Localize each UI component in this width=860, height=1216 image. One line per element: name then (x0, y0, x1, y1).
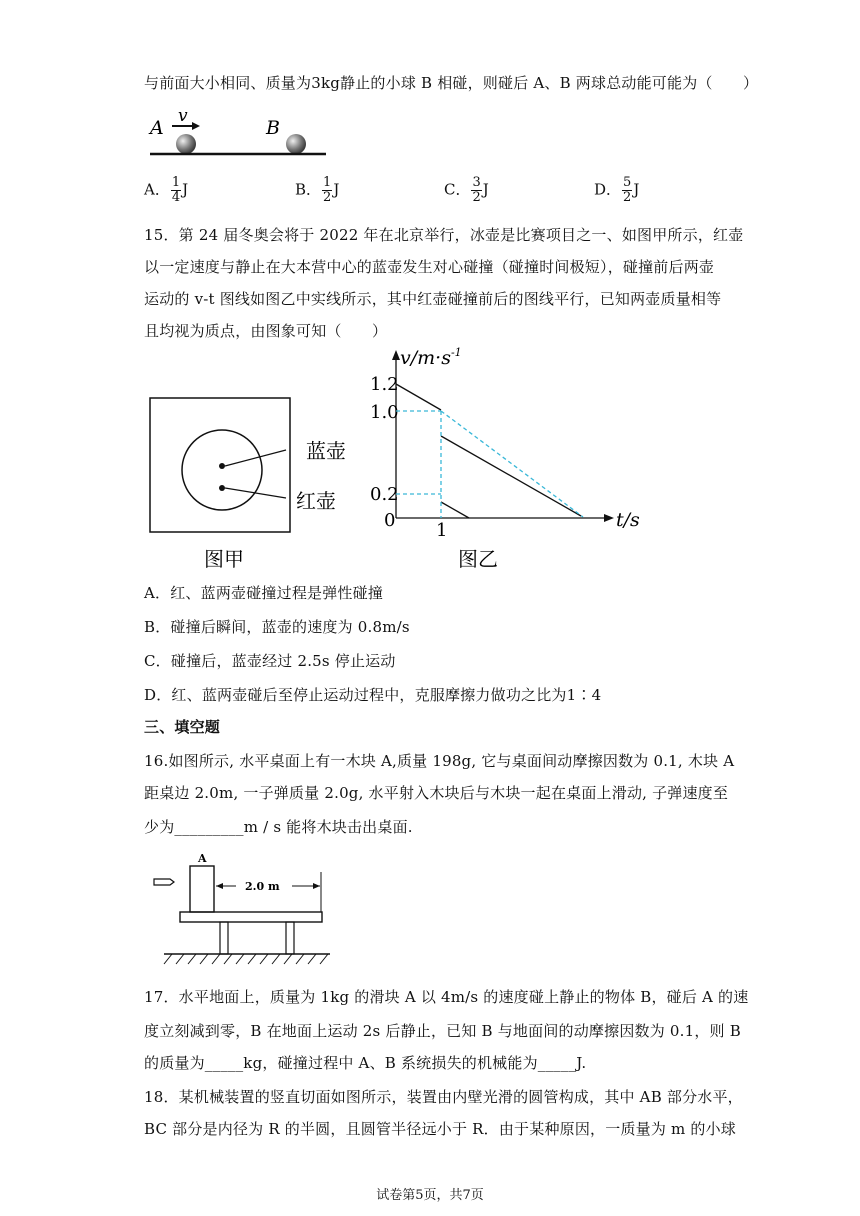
q18-line-2: BC 部分是内径为 R 的半圆，且圆管半径远小于 R．由于某种原因，一质量为 m 的小球 (144, 1120, 737, 1138)
blue-stone-label: 蓝壶 (306, 439, 346, 463)
tick-1-0: 1.0 (370, 402, 399, 423)
red-extension-dashed (441, 411, 583, 517)
q14-option-a: A． $\frac{1}{4}$ J (144, 175, 189, 205)
bullet-icon (154, 879, 174, 885)
ball-b (286, 134, 306, 154)
fig-yi-caption: 图乙 (458, 547, 498, 571)
table-leg-left (220, 922, 228, 954)
q15-figure-yi (362, 342, 652, 576)
table-leg-right (286, 922, 294, 954)
q14-text: 与前面大小相同、质量为3kg静止的小球 B 相碰，则碰后 A、B 两球总动能可能为（ ） (144, 74, 759, 92)
block-a-label: A (198, 852, 207, 865)
red-before-line (396, 384, 441, 410)
blue-stone-dot (219, 463, 225, 469)
red-stone-label: 红壶 (296, 489, 336, 513)
v-axis-label: $v/m\cdot s^{-1}$ (400, 346, 462, 369)
fig-jia-caption: 图甲 (204, 547, 244, 571)
ball-a (176, 134, 196, 154)
q14-figure (146, 108, 332, 160)
tick-origin: 0 (384, 510, 396, 531)
tick-t-1: 1 (436, 520, 448, 541)
q16-figure (150, 850, 340, 968)
q18-line-1: 18．某机械装置的竖直切面如图所示，装置由内壁光滑的圆管构成，其中 AB 部分水平， (144, 1088, 743, 1106)
floor-hatching (164, 954, 328, 964)
q14-option-d: D． $\frac{5}{2}$ J (594, 175, 640, 205)
blue-stone-leader (225, 450, 286, 466)
t-axis-label: t/s (616, 509, 640, 531)
red-stone-leader (225, 488, 286, 498)
q15-option-c: C．碰撞后，蓝壶经过 2.5s 停止运动 (144, 652, 396, 670)
blue-after-line (441, 436, 581, 516)
q15-option-a: A．红、蓝两壶碰撞过程是弹性碰撞 (144, 584, 384, 602)
table-top (180, 912, 322, 922)
q15-option-d: D．红、蓝两壶碰后至停止运动过程中，克服摩擦力做功之比为1∶4 (144, 686, 602, 704)
house-circle (182, 430, 262, 510)
q16-line-1: 16.如图所示, 水平桌面上有一木块 A,质量 198g, 它与桌面间动摩擦因数为 0.1, 木块 A (144, 752, 735, 770)
q15-option-b: B．碰撞后瞬间，蓝壶的速度为 0.8m/s (144, 618, 410, 636)
q14-option-b: B． $\frac{1}{2}$ J (295, 175, 340, 205)
q15-line-4: 且均视为质点，由图象可知（ ） (144, 322, 388, 340)
q16-line-2: 距桌边 2.0m, 一子弹质量 2.0g, 水平射入木块后与木块一起在桌面上滑动, 子弹速度至 (144, 784, 729, 802)
section-heading: 三、填空题 (144, 718, 221, 736)
tick-1-2: 1.2 (370, 374, 399, 395)
red-stone-dot (219, 485, 225, 491)
block-a (190, 866, 214, 912)
q15-line-2: 以一定速度与静止在大本营中心的蓝壶发生对心碰撞（碰撞时间极短），碰撞前后两壶 (144, 258, 715, 276)
q17-line-3: 的质量为_____kg，碰撞过程中 A、B 系统损失的机械能为_____J. (144, 1054, 587, 1072)
q15-line-3: 运动的 v-t 图线如图乙中实线所示，其中红壶碰撞前后的图线平行，已知两壶质量相等 (144, 290, 722, 308)
tick-0-2: 0.2 (370, 484, 399, 505)
q15-line-1: 15．第 24 届冬奥会将于 2022 年在北京举行，冰壶是比赛项目之一、如图甲所示，红壶 (144, 226, 744, 244)
q14-fig-v: v (178, 108, 188, 126)
q14-fig-a: A (150, 117, 164, 139)
q17-line-2: 度立刻减到零，B 在地面上运动 2s 后静止，已知 B 与地面间的动摩擦因数为 0.1，则 B (144, 1022, 741, 1040)
q17-line-1: 17．水平地面上，质量为 1kg 的滑块 A 以 4m/s 的速度碰上静止的物体 B，碰后 A 的速 (144, 988, 749, 1006)
distance-label: 2.0 m (245, 880, 280, 893)
red-after-line (441, 502, 469, 518)
q16-line-3: 少为_________m / s 能将木块击出桌面. (144, 818, 413, 836)
page-footer: 试卷第5页，共7页 (376, 1188, 484, 1203)
q15-figure-jia (146, 394, 362, 576)
q14-option-c: C． $\frac{3}{2}$ J (444, 175, 489, 205)
q14-fig-b: B (266, 117, 280, 139)
